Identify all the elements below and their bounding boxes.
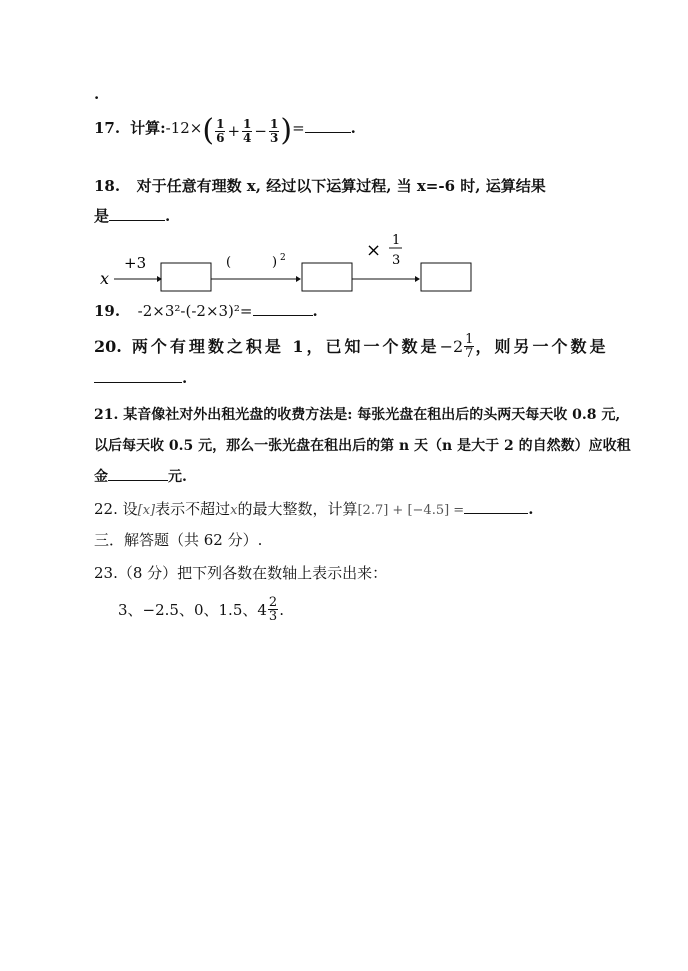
right-paren: )	[280, 113, 293, 148]
q17-answer-blank[interactable]	[305, 118, 351, 133]
q21-answer-blank[interactable]	[108, 466, 168, 481]
q20-answer-blank[interactable]	[94, 368, 182, 383]
q19-period: .	[312, 302, 318, 320]
q23-fraction: $\frac{2}{3}$	[268, 595, 278, 624]
q20-text-a: 两个有理数之积是 1，已知一个数是	[131, 336, 440, 356]
fraction-1-4: $\frac{1}{4}$	[243, 116, 252, 145]
plus-sign: +	[227, 122, 241, 140]
question-18-line1	[94, 176, 546, 196]
question-18-line2	[94, 206, 170, 226]
q17-equals: =	[292, 119, 305, 137]
left-paren: (	[202, 113, 215, 148]
q23-period: .	[279, 600, 284, 619]
flow-op-square-open: (	[226, 255, 232, 270]
q22-period: .	[528, 500, 534, 518]
q22-mid2: 的最大整数，计算	[237, 500, 358, 518]
q20-mixed-whole: −2	[439, 336, 464, 356]
q22-answer-blank[interactable]	[464, 499, 528, 514]
q18-text: 对于任意有理数 x, 经过以下运算过程, 当 x=-6 时, 运算结果	[136, 177, 546, 195]
flow-arrowhead-2	[296, 276, 301, 282]
q18-number: 18.	[94, 177, 121, 195]
fraction-1-3: $\frac{1}{3}$	[269, 116, 279, 145]
q17-expression	[202, 113, 293, 148]
q18-period: .	[165, 207, 171, 225]
operation-flow-diagram	[96, 230, 476, 296]
q17-coef: -12×	[165, 119, 203, 137]
q20-period: .	[182, 369, 188, 387]
q22-bracket-x: [x]	[137, 503, 156, 518]
q18-prefix: 是	[94, 207, 110, 225]
q20-text-b: ，则另一个数是	[475, 336, 609, 356]
minus-sign: −	[254, 122, 267, 140]
flow-op-frac-num: 1	[392, 233, 401, 248]
q17-period: .	[350, 119, 356, 137]
q20-number: 20.	[94, 336, 122, 356]
question-17	[94, 113, 356, 158]
q19-number: 19.	[94, 302, 121, 320]
q22-prefix: 22. 设	[94, 500, 138, 518]
q21-prefix: 金	[94, 469, 108, 485]
stray-dot: .	[94, 85, 100, 103]
question-21-line1: 21. 某音像社对外出租光盘的收费方法是: 每张光盘在租出后的头两天每天收 0.8 元,	[94, 407, 621, 423]
flow-x-label: x	[100, 269, 110, 288]
q22-mid1: 表示不超过	[155, 500, 231, 518]
q21-suffix: 元.	[168, 469, 187, 485]
question-20-line1	[94, 333, 614, 360]
question-20-line2	[94, 368, 187, 388]
flow-box-2	[302, 263, 352, 291]
flow-op-times: ×	[366, 240, 382, 261]
q17-number: 17.	[94, 119, 121, 137]
q20-fraction: $\frac{1}{7}$	[465, 332, 474, 361]
question-21-line3	[94, 466, 187, 487]
q19-expression: -2×3²-(-2×3)²=	[137, 302, 253, 320]
flow-arrowhead-3	[415, 276, 420, 282]
q19-answer-blank[interactable]	[253, 301, 313, 316]
q18-answer-blank[interactable]	[109, 206, 165, 221]
flow-op-plus3: +3	[124, 254, 147, 272]
flow-op-square-close: )	[272, 255, 278, 270]
question-22	[94, 499, 533, 521]
q17-label: 计算:	[130, 119, 166, 137]
question-23-title: 23.（8 分）把下列各数在数轴上表示出来：	[94, 564, 388, 582]
question-21-line2: 以后每天收 0.5 元，那么一张光盘在租出后的第 n 天（n 是大于 2 的自然数）应收租	[94, 438, 631, 454]
flow-box-1	[161, 263, 211, 291]
question-23-numbers	[118, 596, 284, 623]
q23-number-list: 3、−2.5、0、1.5、4	[118, 600, 267, 619]
fraction-1-6: $\frac{1}{6}$	[216, 116, 225, 145]
q22-expression: [2.7] + [−4.5] =	[357, 503, 465, 518]
flow-box-3	[421, 263, 471, 291]
flow-op-square-exp: 2	[280, 253, 286, 263]
question-19	[94, 301, 318, 321]
q22-var-x: x	[230, 503, 238, 518]
flow-op-frac-den: 3	[392, 253, 401, 268]
section-3-title: 三．解答题（共 62 分）.	[94, 531, 263, 549]
